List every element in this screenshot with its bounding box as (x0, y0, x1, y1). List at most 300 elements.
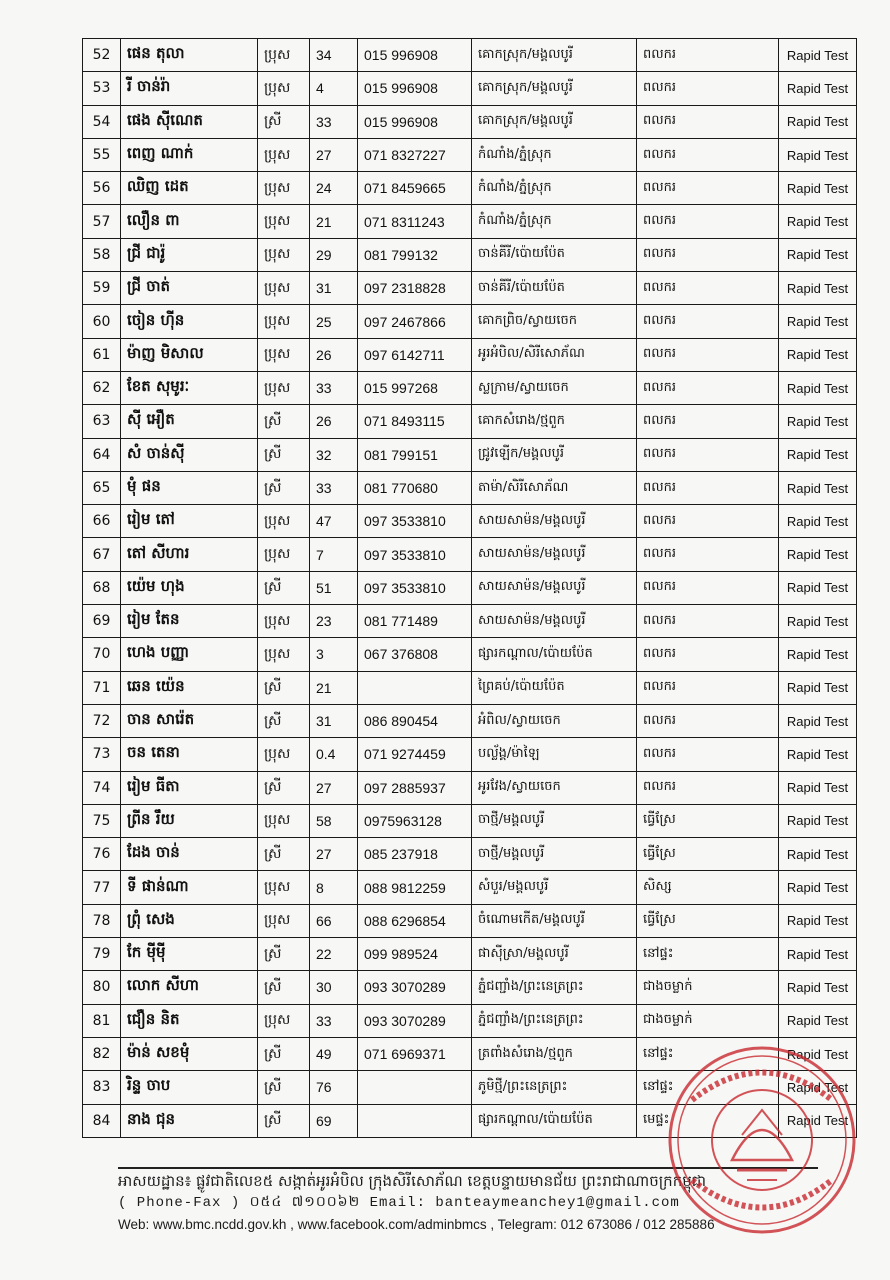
cell-occupation: ពលករ (637, 638, 779, 671)
cell-phone: 0975963128 (358, 804, 472, 837)
cell-address: ចំណោមកើត/មង្គលបូរី (472, 904, 637, 937)
cell-occupation: ពលករ (637, 272, 779, 305)
cell-no: 83 (83, 1071, 121, 1104)
cell-phone: 071 6969371 (358, 1037, 472, 1070)
cell-name: មុំ ផន (121, 471, 258, 504)
cell-no: 78 (83, 904, 121, 937)
cell-phone: 081 770680 (358, 471, 472, 504)
cell-no: 55 (83, 138, 121, 171)
table-row (83, 538, 857, 571)
cell-age: 26 (310, 338, 358, 371)
cell-address: គោកស្រុក/មង្គលបូរី (472, 105, 637, 138)
cell-name: ខែត សុមូរៈ (121, 371, 258, 404)
table-row (83, 838, 857, 871)
cell-test: Rapid Test (779, 1071, 857, 1104)
cell-no: 53 (83, 72, 121, 105)
cell-no: 61 (83, 338, 121, 371)
cell-occupation: ពលករ (637, 771, 779, 804)
cell-phone: 071 9274459 (358, 738, 472, 771)
table-row (83, 738, 857, 771)
cell-sex: ស្រី (258, 1071, 310, 1104)
cell-name: ទី ផាន់ណា (121, 871, 258, 904)
cell-name: ពេញ ណាក់ (121, 138, 258, 171)
cell-name: ជ្រី ជារ៉ូ (121, 238, 258, 271)
cell-phone: 088 6296854 (358, 904, 472, 937)
table-row (83, 971, 857, 1004)
cell-address: ស្លក្រាម/ស្វាយចេក (472, 371, 637, 404)
cell-sex: ស្រី (258, 671, 310, 704)
cell-test: Rapid Test (779, 838, 857, 871)
cell-sex: ស្រី (258, 1037, 310, 1070)
cell-age: 26 (310, 405, 358, 438)
cell-name: លោក សីហា (121, 971, 258, 1004)
cell-no: 71 (83, 671, 121, 704)
cell-sex: ប្រុស (258, 804, 310, 837)
cell-name: រៀម តែន (121, 605, 258, 638)
cell-sex: ស្រី (258, 704, 310, 737)
cell-no: 74 (83, 771, 121, 804)
cell-no: 63 (83, 405, 121, 438)
cell-name: ម៉ាញ មិសាល (121, 338, 258, 371)
cell-no: 69 (83, 605, 121, 638)
cell-address: ផ្សារកណ្ដាល/ប៉ោយប៉ែត (472, 1104, 637, 1137)
cell-age: 51 (310, 571, 358, 604)
cell-occupation: ពលករ (637, 438, 779, 471)
table-row (83, 1104, 857, 1137)
cell-name: លឿន ពា (121, 205, 258, 238)
cell-sex: ប្រុស (258, 904, 310, 937)
table-row (83, 638, 857, 671)
cell-test: Rapid Test (779, 771, 857, 804)
cell-sex: ស្រី (258, 938, 310, 971)
cell-sex: ប្រុស (258, 138, 310, 171)
cell-occupation: ពលករ (637, 39, 779, 72)
cell-age: 21 (310, 205, 358, 238)
cell-age: 27 (310, 838, 358, 871)
cell-sex: ប្រុស (258, 338, 310, 371)
cell-sex: ស្រី (258, 1104, 310, 1137)
cell-phone: 097 2318828 (358, 272, 472, 305)
cell-test: Rapid Test (779, 138, 857, 171)
cell-age: 27 (310, 138, 358, 171)
cell-phone: 071 8459665 (358, 172, 472, 205)
cell-phone: 015 996908 (358, 39, 472, 72)
table-row (83, 438, 857, 471)
cell-sex: ប្រុស (258, 505, 310, 538)
cell-address: អំពិល/ស្វាយចេក (472, 704, 637, 737)
cell-address: ចាថ្មី/មង្គលបូរី (472, 804, 637, 837)
cell-address: ចាន់គីរី/ប៉ោយប៉ែត (472, 272, 637, 305)
cell-test: Rapid Test (779, 738, 857, 771)
cell-test: Rapid Test (779, 1037, 857, 1070)
cell-occupation: ពលករ (637, 738, 779, 771)
cell-no: 80 (83, 971, 121, 1004)
cell-test: Rapid Test (779, 471, 857, 504)
cell-phone: 097 3533810 (358, 505, 472, 538)
cell-name: ឈិញ ដេត (121, 172, 258, 205)
cell-sex: ស្រី (258, 771, 310, 804)
patient-table (82, 38, 857, 1138)
cell-no: 68 (83, 571, 121, 604)
cell-occupation: ពលករ (637, 305, 779, 338)
cell-address: សំបួរ/មង្គលបូរី (472, 871, 637, 904)
cell-address: គោកស្រុក/មង្គលបូរី (472, 72, 637, 105)
cell-address: ចាថ្មី/មង្គលបូរី (472, 838, 637, 871)
table-row (83, 39, 857, 72)
cell-no: 79 (83, 938, 121, 971)
cell-sex: ស្រី (258, 405, 310, 438)
table-row (83, 671, 857, 704)
cell-address: បល្ល័ង្គ/ម៉ាឡៃ (472, 738, 637, 771)
cell-occupation: ពលករ (637, 138, 779, 171)
cell-phone: 093 3070289 (358, 971, 472, 1004)
cell-name: ជ្រី ចាត់ (121, 272, 258, 305)
cell-occupation: ជាងចម្លាក់ (637, 1004, 779, 1037)
cell-phone: 085 237918 (358, 838, 472, 871)
footer-contact: ( Phone-Fax ) ០៥៤ ៧១០០៦២ Email: banteaymeanchey1@gmail.com (118, 1195, 680, 1211)
cell-phone: 067 376808 (358, 638, 472, 671)
cell-phone: 097 2885937 (358, 771, 472, 804)
cell-no: 52 (83, 39, 121, 72)
cell-test: Rapid Test (779, 438, 857, 471)
cell-phone: 081 799151 (358, 438, 472, 471)
cell-sex: ប្រុស (258, 638, 310, 671)
cell-age: 8 (310, 871, 358, 904)
table-row (83, 305, 857, 338)
cell-name: រៀម តៅ (121, 505, 258, 538)
cell-phone: 081 799132 (358, 238, 472, 271)
cell-sex: ស្រី (258, 971, 310, 1004)
cell-age: 23 (310, 605, 358, 638)
cell-test: Rapid Test (779, 538, 857, 571)
cell-sex: ស្រី (258, 571, 310, 604)
cell-phone: 097 2467866 (358, 305, 472, 338)
cell-phone: 097 3533810 (358, 538, 472, 571)
cell-sex: ស្រី (258, 105, 310, 138)
cell-test: Rapid Test (779, 571, 857, 604)
cell-age: 33 (310, 1004, 358, 1037)
cell-no: 56 (83, 172, 121, 205)
cell-phone: 015 996908 (358, 105, 472, 138)
cell-test: Rapid Test (779, 1104, 857, 1137)
table-row (83, 571, 857, 604)
cell-no: 64 (83, 438, 121, 471)
table-row (83, 72, 857, 105)
cell-test: Rapid Test (779, 205, 857, 238)
cell-address: អូរវែង/ស្វាយចេក (472, 771, 637, 804)
cell-occupation: ពលករ (637, 538, 779, 571)
cell-no: 75 (83, 804, 121, 837)
cell-phone: 097 6142711 (358, 338, 472, 371)
cell-test: Rapid Test (779, 505, 857, 538)
cell-sex: ប្រុស (258, 72, 310, 105)
cell-address: ផ្សារកណ្ដាល/ប៉ោយប៉ែត (472, 638, 637, 671)
cell-address: ចាន់គីរី/ប៉ោយប៉ែត (472, 238, 637, 271)
cell-occupation: ពលករ (637, 238, 779, 271)
cell-address: ភ្នំជញ្ជាំង/ព្រះនេត្រព្រះ (472, 971, 637, 1004)
cell-age: 32 (310, 438, 358, 471)
cell-address: គោកសំរោង/ថ្មពួក (472, 405, 637, 438)
table-row (83, 272, 857, 305)
cell-phone: 015 997268 (358, 371, 472, 404)
cell-test: Rapid Test (779, 105, 857, 138)
cell-no: 81 (83, 1004, 121, 1037)
table-row (83, 238, 857, 271)
cell-name: ផេង ស៊ីណេត (121, 105, 258, 138)
cell-occupation: ពលករ (637, 505, 779, 538)
table-row (83, 338, 857, 371)
cell-occupation: ពលករ (637, 571, 779, 604)
cell-age: 25 (310, 305, 358, 338)
cell-occupation: ជាងចម្លាក់ (637, 971, 779, 1004)
cell-occupation: ពលករ (637, 671, 779, 704)
cell-age: 7 (310, 538, 358, 571)
table-row (83, 1004, 857, 1037)
cell-no: 58 (83, 238, 121, 271)
table-row (83, 172, 857, 205)
table-row (83, 138, 857, 171)
cell-no: 73 (83, 738, 121, 771)
cell-occupation: ពលករ (637, 371, 779, 404)
cell-occupation: មេផ្ទះ (637, 1104, 779, 1137)
cell-test: Rapid Test (779, 405, 857, 438)
cell-name: ដែង ចាន់ (121, 838, 258, 871)
cell-occupation: នៅផ្ទះ (637, 1071, 779, 1104)
table-row (83, 1037, 857, 1070)
cell-address: សាយសាម៉ន/មង្គលបូរី (472, 505, 637, 538)
cell-name: ចាន សារ៉េត (121, 704, 258, 737)
cell-address: សាយសាម៉ន/មង្គលបូរី (472, 538, 637, 571)
cell-sex: ស្រី (258, 471, 310, 504)
cell-phone (358, 671, 472, 704)
cell-name: ម៉ាន់ សខមុំ (121, 1037, 258, 1070)
cell-name: រី ចាន់រ៉ា (121, 72, 258, 105)
table-row (83, 704, 857, 737)
cell-test: Rapid Test (779, 605, 857, 638)
cell-address: កំណាំង/ភ្នំស្រុក (472, 138, 637, 171)
cell-no: 57 (83, 205, 121, 238)
cell-occupation: សិស្ស (637, 871, 779, 904)
footer-web: Web: www.bmc.ncdd.gov.kh , www.facebook.com/adminbmcs , Telegram: 012 673086 / 012 285886 (118, 1217, 715, 1232)
cell-test: Rapid Test (779, 72, 857, 105)
cell-sex: ស្រី (258, 838, 310, 871)
table-row (83, 1071, 857, 1104)
cell-name: ឆេន យ៉េន (121, 671, 258, 704)
cell-age: 31 (310, 704, 358, 737)
cell-occupation: នៅផ្ទះ (637, 938, 779, 971)
cell-sex: ប្រុស (258, 39, 310, 72)
cell-sex: ប្រុស (258, 371, 310, 404)
table-row (83, 205, 857, 238)
cell-sex: ប្រុស (258, 205, 310, 238)
cell-age: 33 (310, 371, 358, 404)
cell-age: 69 (310, 1104, 358, 1137)
cell-age: 34 (310, 39, 358, 72)
cell-sex: ប្រុស (258, 738, 310, 771)
cell-age: 30 (310, 971, 358, 1004)
cell-test: Rapid Test (779, 172, 857, 205)
cell-age: 33 (310, 471, 358, 504)
cell-test: Rapid Test (779, 371, 857, 404)
cell-address: សាយសាម៉ន/មង្គលបូរី (472, 571, 637, 604)
cell-name: ចន តេនា (121, 738, 258, 771)
cell-test: Rapid Test (779, 938, 857, 971)
cell-test: Rapid Test (779, 904, 857, 937)
cell-test: Rapid Test (779, 1004, 857, 1037)
cell-occupation: ពលករ (637, 172, 779, 205)
cell-occupation: ធ្វើស្រែ (637, 838, 779, 871)
table-row (83, 105, 857, 138)
table-row (83, 938, 857, 971)
cell-address: អូរអំបិល/សិរីសោភ័ណ (472, 338, 637, 371)
cell-address: កំណាំង/ភ្នំស្រុក (472, 205, 637, 238)
cell-no: 54 (83, 105, 121, 138)
cell-occupation: ធ្វើស្រែ (637, 904, 779, 937)
table-body (83, 39, 857, 1138)
cell-test: Rapid Test (779, 305, 857, 338)
cell-name: សំ ចាន់ស៊ី (121, 438, 258, 471)
cell-phone: 099 989524 (358, 938, 472, 971)
cell-sex: ប្រុស (258, 172, 310, 205)
cell-age: 33 (310, 105, 358, 138)
table-row (83, 505, 857, 538)
cell-occupation: ធ្វើស្រែ (637, 804, 779, 837)
cell-phone: 071 8327227 (358, 138, 472, 171)
table-row (83, 871, 857, 904)
cell-sex: ប្រុស (258, 538, 310, 571)
cell-name: ផេន តុលា (121, 39, 258, 72)
cell-name: តៅ សីហារ (121, 538, 258, 571)
table-row (83, 405, 857, 438)
cell-test: Rapid Test (779, 238, 857, 271)
cell-sex: ស្រី (258, 438, 310, 471)
cell-age: 22 (310, 938, 358, 971)
cell-sex: ប្រុស (258, 1004, 310, 1037)
cell-age: 4 (310, 72, 358, 105)
cell-age: 58 (310, 804, 358, 837)
cell-age: 49 (310, 1037, 358, 1070)
cell-phone: 081 771489 (358, 605, 472, 638)
cell-sex: ប្រុស (258, 871, 310, 904)
cell-no: 70 (83, 638, 121, 671)
cell-address: សាយសាម៉ន/មង្គលបូរី (472, 605, 637, 638)
cell-name: ចៀន ហ៊ីន (121, 305, 258, 338)
cell-address: ផាស៊ីស្រា/មង្គលបូរី (472, 938, 637, 971)
cell-age: 66 (310, 904, 358, 937)
cell-no: 84 (83, 1104, 121, 1137)
cell-no: 67 (83, 538, 121, 571)
cell-test: Rapid Test (779, 804, 857, 837)
cell-address: តាម៉ា/សិរីសោភ័ណ (472, 471, 637, 504)
cell-phone (358, 1071, 472, 1104)
cell-address: គោកស្រុក/មង្គលបូរី (472, 39, 637, 72)
cell-name: ហេង បញ្ញា (121, 638, 258, 671)
cell-sex: ប្រុស (258, 605, 310, 638)
cell-no: 66 (83, 505, 121, 538)
cell-age: 21 (310, 671, 358, 704)
cell-phone: 071 8311243 (358, 205, 472, 238)
cell-occupation: ពលករ (637, 105, 779, 138)
cell-test: Rapid Test (779, 338, 857, 371)
cell-no: 76 (83, 838, 121, 871)
cell-name: ស៊ី អឿត (121, 405, 258, 438)
cell-address: គោកព្រិច/ស្វាយចេក (472, 305, 637, 338)
cell-age: 47 (310, 505, 358, 538)
footer-address: អាសយដ្ឋាន៖ ផ្លូវជាតិលេខ៥ សង្កាត់អូរអំបិល ក្រុងសិរីសោភ័ណ ខេត្តបន្ទាយមានជ័យ ព្រះរាជាណាចក្រកម្ពុជា (118, 1172, 707, 1190)
cell-no: 65 (83, 471, 121, 504)
footer (118, 1170, 848, 1236)
cell-age: 29 (310, 238, 358, 271)
cell-test: Rapid Test (779, 704, 857, 737)
cell-test: Rapid Test (779, 638, 857, 671)
cell-no: 60 (83, 305, 121, 338)
cell-address: ព្រៃគប់/ប៉ោយប៉ែត (472, 671, 637, 704)
cell-test: Rapid Test (779, 971, 857, 1004)
cell-phone: 088 9812259 (358, 871, 472, 904)
cell-sex: ប្រុស (258, 238, 310, 271)
cell-no: 82 (83, 1037, 121, 1070)
cell-address: ភ្នំជញ្ជាំង/ព្រះនេត្រព្រះ (472, 1004, 637, 1037)
cell-test: Rapid Test (779, 671, 857, 704)
cell-name: កែ ម៉ីម៉ី (121, 938, 258, 971)
table-row (83, 804, 857, 837)
cell-name: យ៉េម ហុង (121, 571, 258, 604)
cell-no: 77 (83, 871, 121, 904)
cell-name: ជឿន និត (121, 1004, 258, 1037)
cell-occupation: ពលករ (637, 704, 779, 737)
table-row (83, 605, 857, 638)
cell-occupation: ពលករ (637, 471, 779, 504)
cell-age: 31 (310, 272, 358, 305)
cell-age: 0.4 (310, 738, 358, 771)
cell-test: Rapid Test (779, 39, 857, 72)
cell-no: 72 (83, 704, 121, 737)
cell-phone: 086 890454 (358, 704, 472, 737)
cell-occupation: នៅផ្ទះ (637, 1037, 779, 1070)
cell-occupation: ពលករ (637, 72, 779, 105)
cell-age: 3 (310, 638, 358, 671)
cell-sex: ប្រុស (258, 305, 310, 338)
cell-occupation: ពលករ (637, 338, 779, 371)
cell-phone: 097 3533810 (358, 571, 472, 604)
cell-address: ជ្រូវឡើក/មង្គលបូរី (472, 438, 637, 471)
cell-age: 76 (310, 1071, 358, 1104)
cell-test: Rapid Test (779, 871, 857, 904)
cell-no: 59 (83, 272, 121, 305)
cell-no: 62 (83, 371, 121, 404)
cell-name: ព្រុំ សេង (121, 904, 258, 937)
cell-age: 27 (310, 771, 358, 804)
cell-phone (358, 1104, 472, 1137)
table-row (83, 371, 857, 404)
cell-name: នាង ជុន (121, 1104, 258, 1137)
table-row (83, 471, 857, 504)
cell-phone: 071 8493115 (358, 405, 472, 438)
cell-address: ត្រពាំងសំរោង/ថ្មពួក (472, 1037, 637, 1070)
cell-address: កំណាំង/ភ្នំស្រុក (472, 172, 637, 205)
table-row (83, 771, 857, 804)
cell-occupation: ពលករ (637, 405, 779, 438)
footer-divider (118, 1167, 818, 1169)
cell-name: ព្រីន រឹយ (121, 804, 258, 837)
cell-name: រៀម ធីតា (121, 771, 258, 804)
cell-phone: 015 996908 (358, 72, 472, 105)
cell-test: Rapid Test (779, 272, 857, 305)
cell-occupation: ពលករ (637, 205, 779, 238)
cell-phone: 093 3070289 (358, 1004, 472, 1037)
cell-name: រិន្ទ ចាប (121, 1071, 258, 1104)
cell-sex: ប្រុស (258, 272, 310, 305)
